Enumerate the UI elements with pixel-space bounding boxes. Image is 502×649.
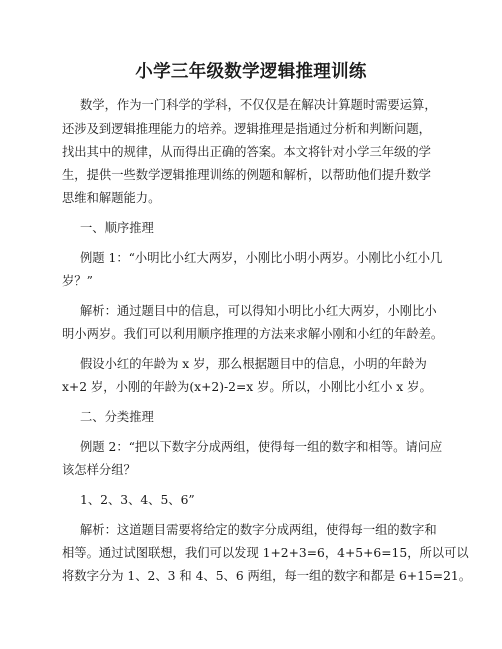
example-1-line-1: 例题 1：“小明比小红大两岁，小刚比小明小两岁。小刚比小红小几 [80, 251, 443, 265]
intro-line-3: 找出其中的规律，从而得出正确的答案。本文将针对小学三年级的学 [62, 145, 431, 159]
section-1-heading: 一、顺序推理 [80, 221, 154, 235]
analysis-2-line-2: 相等。通过试图联想，我们可以发现 1+2+3=6，4+5+6=15，所以可以 [62, 546, 469, 560]
example-2-line-1: 例题 2：“把以下数字分成两组，使得每一组的数字和相等。请问应 [80, 440, 443, 454]
reasoning-1-line-1: 假设小红的年龄为 x 岁，那么根据题目中的信息，小明的年龄为 [80, 357, 427, 371]
example-2-line-2: 该怎样分组？ [62, 463, 136, 477]
analysis-2-line-1: 解析：这道题目需要将给定的数字分成两组，使得每一组的数字和 [80, 523, 437, 537]
example-1-line-2: 岁？” [62, 274, 93, 288]
intro-line-2: 还涉及到逻辑推理能力的培养。逻辑推理是指通过分析和判断问题， [62, 122, 431, 136]
document-title: 小学三年级数学逻辑推理训练 [135, 62, 367, 82]
reasoning-1-line-2: x+2 岁，小刚的年龄为(x+2)-2=x 岁。所以，小刚比小红小 x 岁。 [62, 380, 432, 394]
analysis-1-line-2: 明小两岁。我们可以利用顺序推理的方法来求解小刚和小红的年龄差。 [62, 327, 444, 341]
analysis-1-line-1: 解析：通过题目中的信息，可以得知小明比小红大两岁，小刚比小 [80, 304, 437, 318]
analysis-2-line-3: 将数字分为 1、2、3 和 4、5、6 两组，每一组的数字和都是 6+15=21。 [62, 569, 472, 583]
example-2-numbers: 1、2、3、4、5、6” [80, 493, 195, 507]
section-2-heading: 二、分类推理 [80, 410, 154, 424]
intro-line-4: 生，提供一些数学逻辑推理训练的例题和解析，以帮助他们提升数学 [62, 168, 431, 182]
intro-line-5: 思维和解题能力。 [62, 191, 161, 205]
intro-line-1: 数学，作为一门科学的学科，不仅仅是在解决计算题时需要运算， [80, 98, 437, 112]
